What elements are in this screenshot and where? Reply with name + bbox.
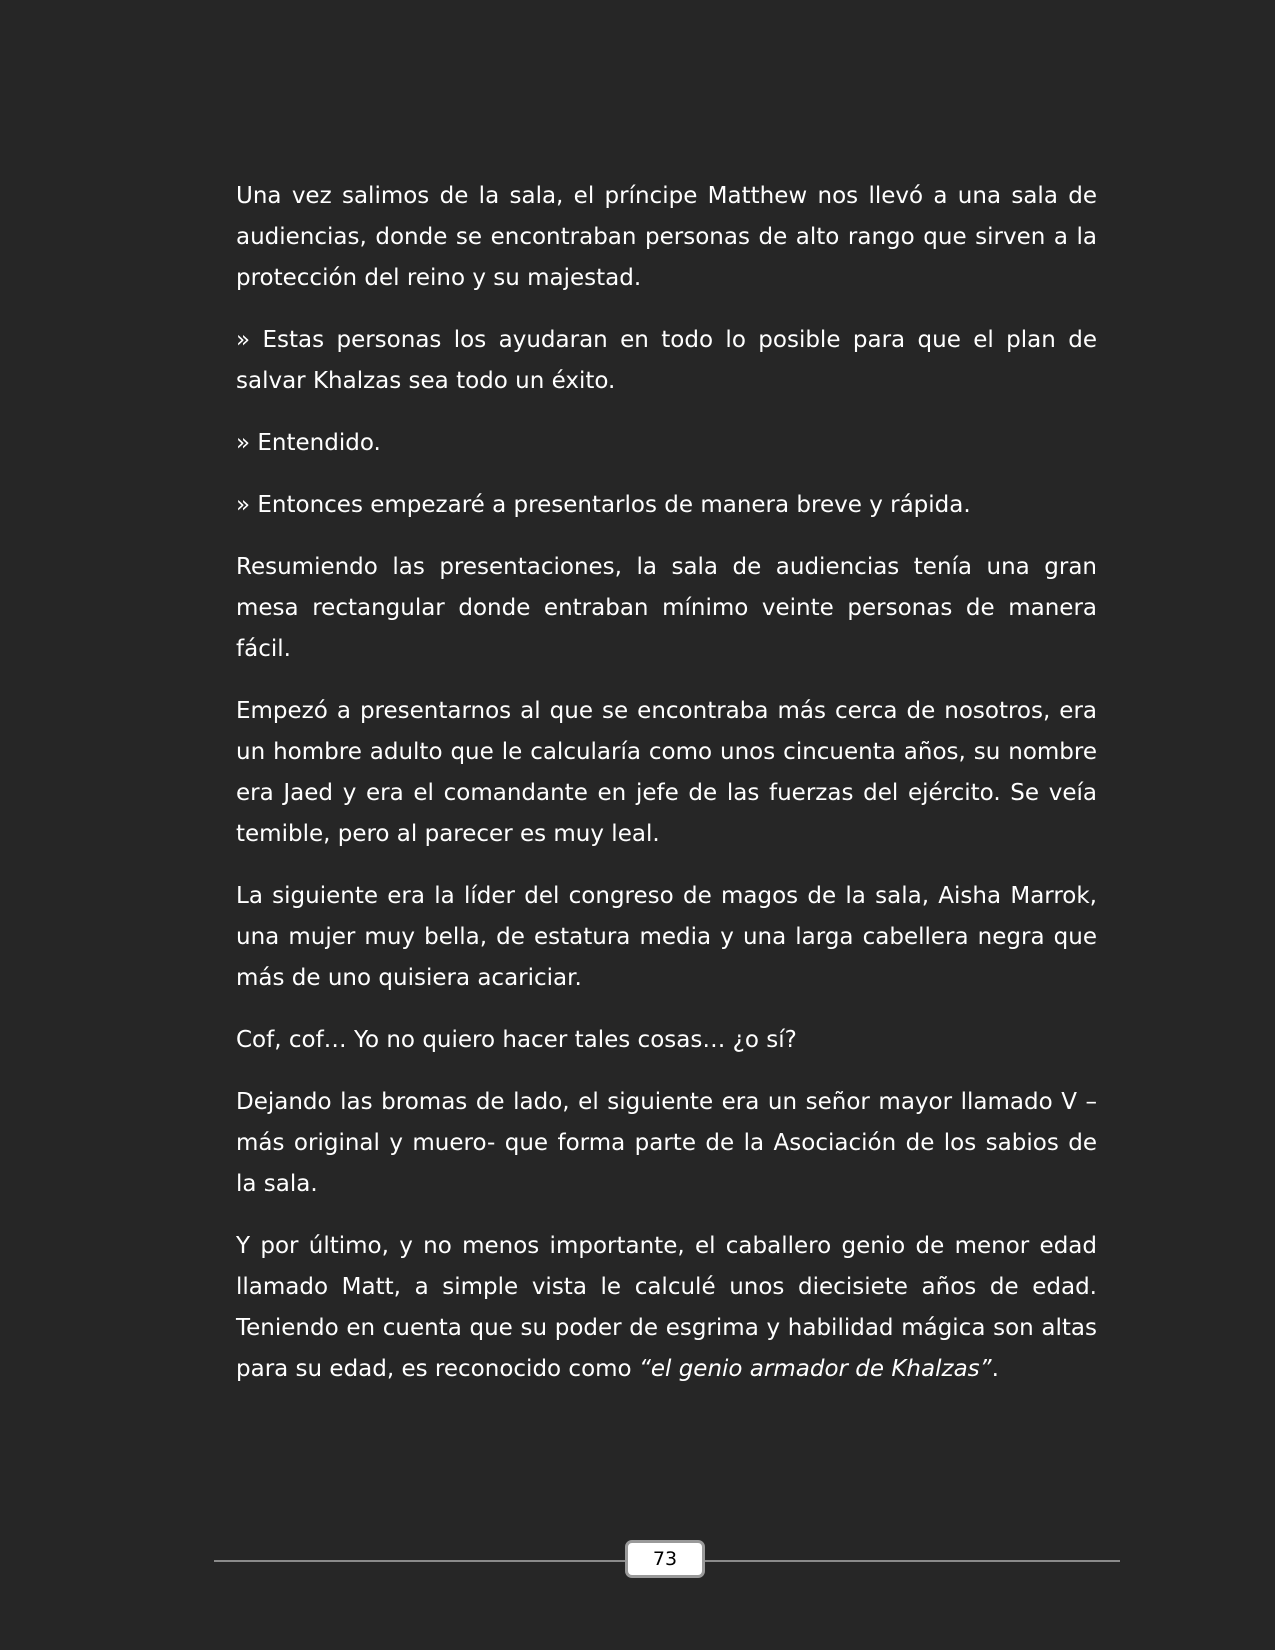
page-body-text — [236, 176, 1097, 1411]
page-number: 73 — [625, 1540, 705, 1578]
paragraph: » Estas personas los ayudaran en todo lo posible para que el plan de salvar Khalzas sea todo un éxito. — [236, 327, 1097, 394]
paragraph: La siguiente era la líder del congreso de magos de la sala, Aisha Marrok, una mujer muy bella, de estatura media y una larga cabellera negra que más de uno quisiera acariciar. — [236, 883, 1097, 991]
last-paragraph — [236, 1226, 1097, 1390]
emphasized-title: “el genio armador de Khalzas” — [638, 1356, 992, 1382]
paragraph: » Entonces empezaré a presentarlos de manera breve y rápida. — [236, 492, 971, 518]
paragraph: Empezó a presentarnos al que se encontraba más cerca de nosotros, era un hombre adulto que le calcularía como unos cincuenta años, su nombre era Jaed y era el comandante en jefe de las fuerzas del ejército. Se veía temible, pero al parecer es muy leal. — [236, 698, 1097, 847]
page-footer — [214, 1540, 1120, 1582]
paragraph: Resumiendo las presentaciones, la sala de audiencias tenía una gran mesa rectangular donde entraban mínimo veinte personas de manera fácil. — [236, 554, 1097, 662]
paragraph: » Entendido. — [236, 430, 381, 456]
last-paragraph-text: Y por último, y no menos importante, el caballero genio de menor edad llamado Matt, a simple vista le calculé unos diecisiete años de edad. Teniendo en cuenta que su poder de esgrima y habilidad mágica son altas para su edad, es reconocido como — [236, 1233, 1097, 1382]
last-paragraph-end: . — [991, 1356, 999, 1382]
paragraph: Dejando las bromas de lado, el siguiente era un señor mayor llamado V –más original y muero- que forma parte de la Asociación de los sabios de la sala. — [236, 1089, 1097, 1197]
paragraph: Una vez salimos de la sala, el príncipe Matthew nos llevó a una sala de audiencias, donde se encontraban personas de alto rango que sirven a la protección del reino y su majestad. — [236, 183, 1097, 291]
paragraph: Cof, cof… Yo no quiero hacer tales cosas… ¿o sí? — [236, 1027, 797, 1053]
